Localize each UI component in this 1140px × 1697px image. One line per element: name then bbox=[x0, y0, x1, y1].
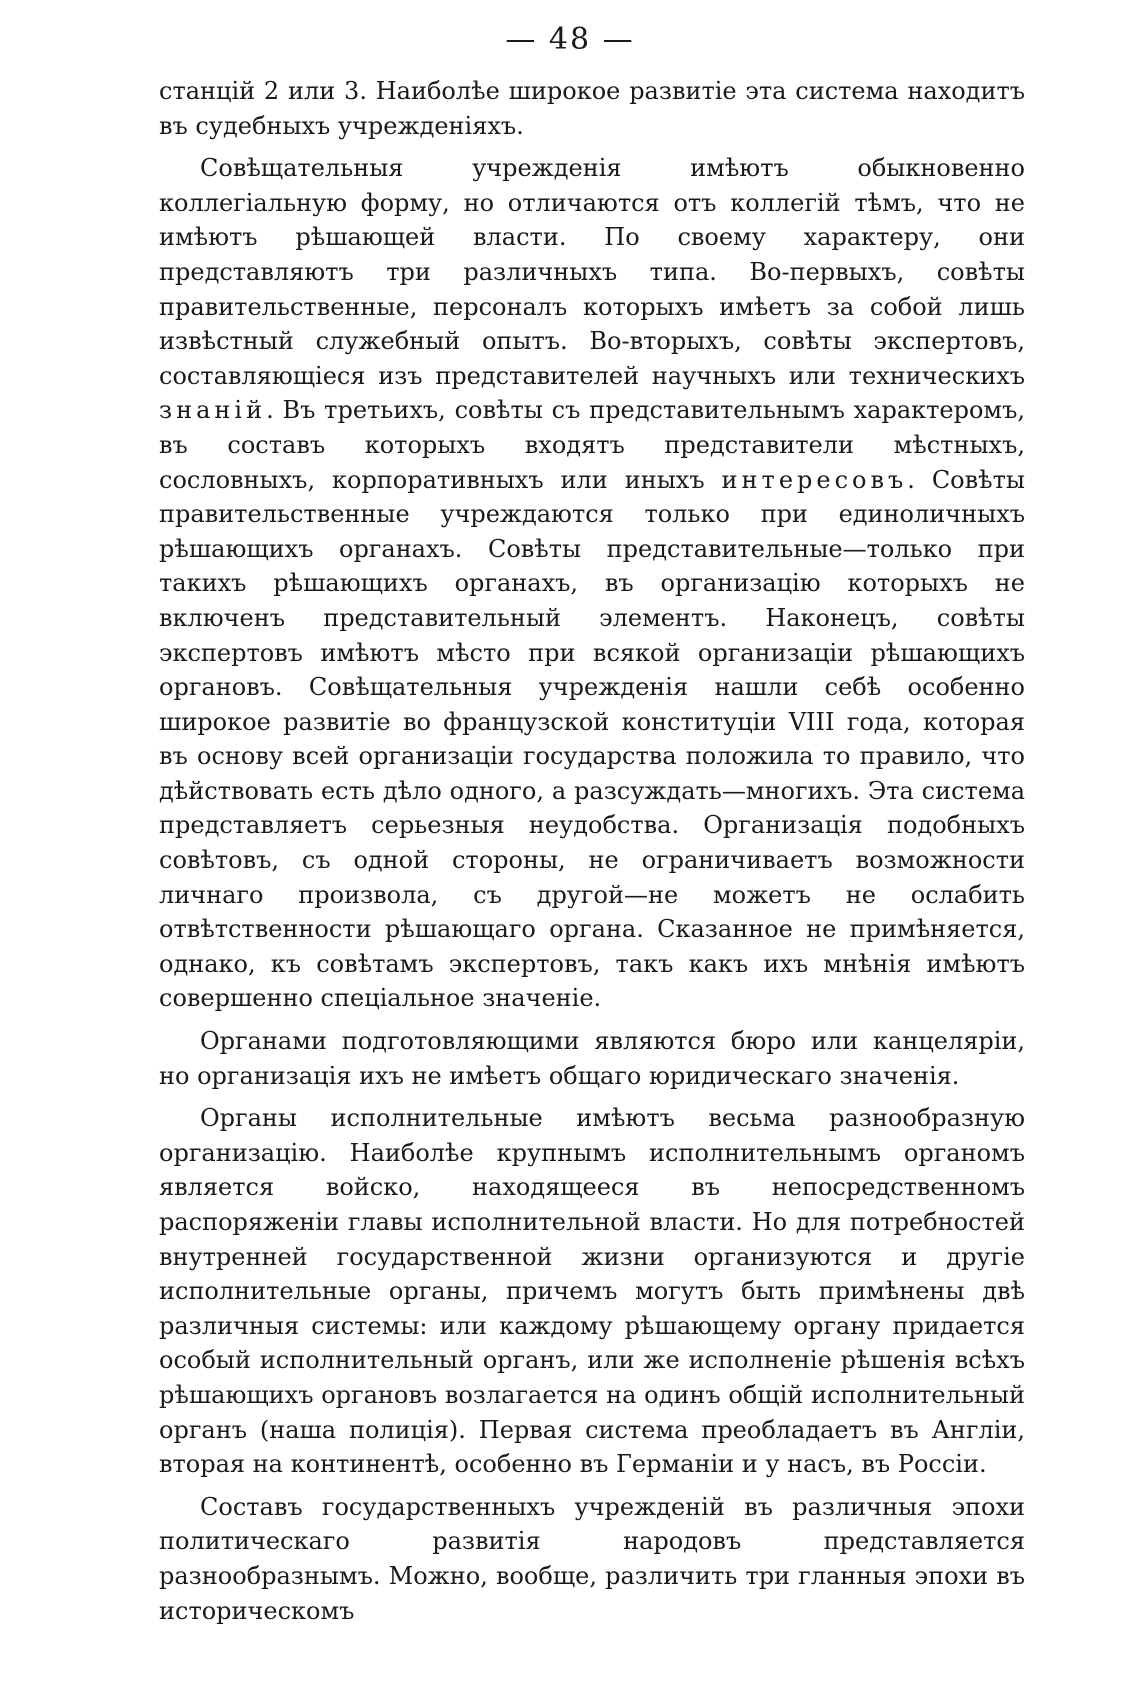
paragraph-executive-bodies bbox=[159, 1101, 1025, 1482]
text-run: станцій 2 или 3. Наиболѣе широкое развитіе эта система находитъ въ судебныхъ учрежденіяхъ. bbox=[159, 77, 1025, 140]
paragraph-advisory-bodies bbox=[159, 151, 1025, 1016]
paragraph-epochs bbox=[159, 1490, 1025, 1628]
spaced-emphasis: знаній bbox=[159, 396, 267, 425]
spaced-emphasis: интересовъ bbox=[721, 465, 908, 494]
text-run: Составъ государственныхъ учрежденій въ различныя эпохи политическаго развитія народовъ представляется разнообразнымъ. Можно, вообще, различить три гланныя эпохи въ историческомъ bbox=[159, 1492, 1025, 1625]
text-run: Органами подготовляющими являются бюро или канцеляріи, но организація ихъ не имѣетъ общаго юридическаго значенія. bbox=[159, 1027, 1025, 1090]
text-run: . Въ третьихъ, совѣты съ представительнымъ характеромъ, въ составъ которыхъ входятъ представители мѣстныхъ, сословныхъ, корпоративныхъ или иныхъ bbox=[159, 396, 1025, 494]
text-run: . Совѣты правительственные учреждаются только при единоличныхъ рѣшающихъ органахъ. Совѣты представительные—только при такихъ рѣшающихъ органахъ, въ организацію которыхъ не включенъ представительный элементъ. Наконецъ, совѣты экспертовъ имѣютъ мѣсто при всякой организаціи рѣшающихъ органовъ. Совѣщательныя учрежденія нашли себѣ особенно широкое развитіе во французской конституціи VIII года, которая въ основу всей организаціи государства положила то правило, что дѣйствовать есть дѣло одного, а разсуждать—многихъ. Эта система представляетъ серьезныя неудобства. Организація подобныхъ совѣтовъ, съ одной стороны, не ограничиваетъ возможности личнаго произвола, съ другой—не можетъ не ослабить отвѣтственности рѣшающаго органа. Сказанное не примѣняется, однако, къ совѣтамъ экспертовъ, такъ какъ ихъ мнѣнія имѣютъ совершенно спеціальное значеніе. bbox=[159, 465, 1025, 1013]
body-text bbox=[159, 74, 1025, 1628]
text-run: Совѣщательныя учрежденія имѣютъ обыкновенно коллегіальную форму, но отличаются отъ коллегій тѣмъ, что не имѣютъ рѣшающей власти. По своему характеру, они представляютъ три различныхъ типа. Во-первыхъ, совѣты правительственные, персоналъ которыхъ имѣетъ за собой лишь извѣстный служебный опытъ. Во-вторыхъ, совѣты экспертовъ, составляющіеся изъ представителей научныхъ или техническихъ bbox=[159, 154, 1025, 390]
text-run: Органы исполнительные имѣютъ весьма разнообразную организацію. Наиболѣе крупнымъ исполнительнымъ органомъ является войско, находящееся въ непосредственномъ распоряженіи главы исполнительной власти. Но для потребностей внутренней государственной жизни организуются и другіе исполнительные органы, причемъ могутъ быть примѣнены двѣ различныя системы: или каждому рѣшающему органу придается особый исполнительный органъ, или же исполненіе рѣшенія всѣхъ рѣшающихъ органовъ возлагается на одинъ общій исполнительный органъ (наша полиція). Первая система преобладаетъ въ Англіи, вторая на континентѣ, особенно въ Германіи и у насъ, въ Россіи. bbox=[159, 1104, 1025, 1479]
paragraph-continuation bbox=[159, 74, 1025, 143]
page-number: — 48 — bbox=[505, 22, 635, 57]
paragraph-preparatory-bodies bbox=[159, 1024, 1025, 1093]
